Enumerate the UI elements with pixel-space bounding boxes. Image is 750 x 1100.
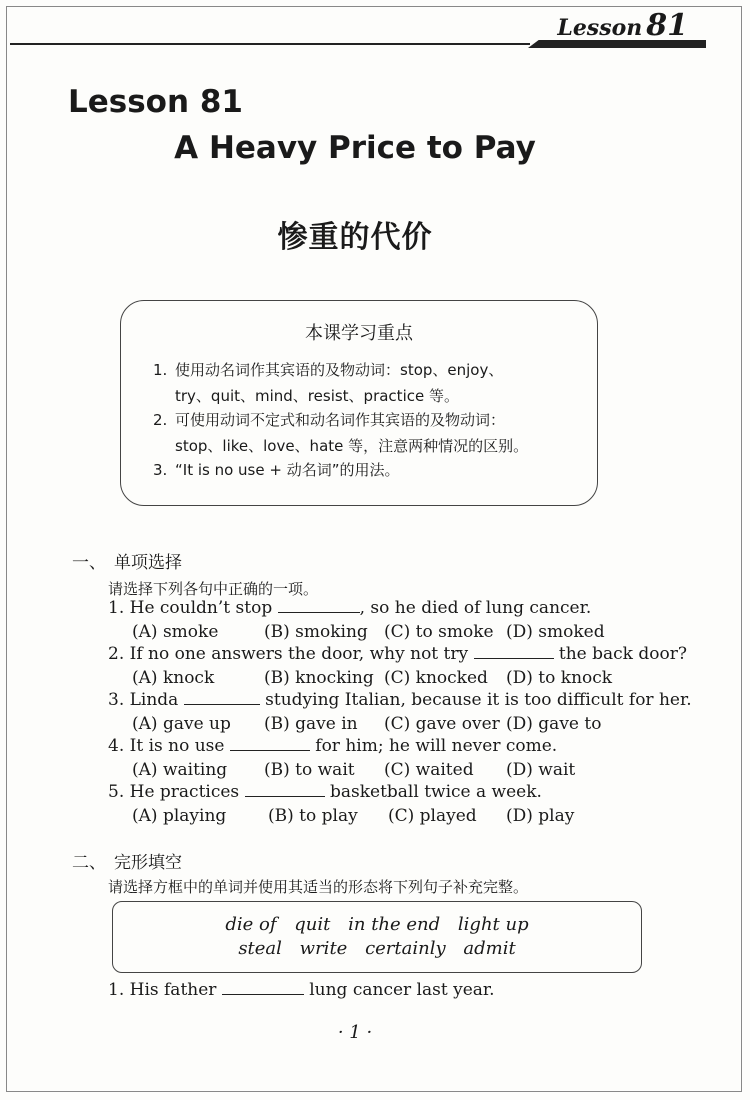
word-bank-item: steal [238, 938, 282, 959]
question-3: 3. Linda studying Italian, because it is too difficult for her. [108, 690, 692, 710]
page-number: · 1 · [337, 1022, 373, 1043]
word-bank-item: quit [294, 914, 331, 935]
focus-item-1: 1. 使用动名词作其宾语的及物动词：stop、enjoy、 try、quit、mind、resist、practice 等。 [153, 361, 504, 405]
answer-blank[interactable] [222, 980, 304, 995]
option-a[interactable]: (A) playing [132, 806, 227, 826]
word-bank-row-1 [113, 914, 641, 935]
word-bank-item: die of [225, 914, 277, 935]
word-bank-box [112, 901, 642, 973]
section-1-heading: 一、 单项选择 [72, 553, 182, 573]
option-d[interactable]: (D) play [506, 806, 575, 826]
lesson-number-title: Lesson 81 [68, 84, 243, 120]
answer-blank[interactable] [230, 736, 310, 751]
answer-blank[interactable] [245, 782, 325, 797]
lesson-title: A Heavy Price to Pay [174, 130, 536, 166]
focus-item-3: 3. “It is no use + 动名词”的用法。 [153, 461, 400, 479]
option-d[interactable]: (D) smoked [506, 622, 605, 642]
option-a[interactable]: (A) smoke [132, 622, 219, 642]
learning-focus-title: 本课学习重点 [305, 323, 413, 344]
word-bank-item: write [299, 938, 348, 959]
option-c[interactable]: (C) knocked [384, 668, 488, 688]
option-c[interactable]: (C) gave over [384, 714, 500, 734]
option-c[interactable]: (C) to smoke [384, 622, 494, 642]
question-5: 5. He practices basketball twice a week. [108, 782, 542, 802]
option-b[interactable]: (B) gave in [264, 714, 358, 734]
option-d[interactable]: (D) gave to [506, 714, 602, 734]
learning-focus-box [120, 300, 598, 506]
option-d[interactable]: (D) wait [506, 760, 576, 780]
section-2-instruction: 请选择方框中的单词并使用其适当的形态将下列句子补充完整。 [108, 878, 529, 896]
option-b[interactable]: (B) knocking [264, 668, 374, 688]
section-1-instruction: 请选择下列各句中正确的一项。 [108, 580, 319, 598]
word-bank-row-2 [113, 938, 641, 959]
option-a[interactable]: (A) waiting [132, 760, 228, 780]
question-2: 2. If no one answers the door, why not try the back door? [108, 644, 687, 664]
option-a[interactable]: (A) gave up [132, 714, 231, 734]
option-c[interactable]: (C) waited [384, 760, 474, 780]
lesson-title-chinese: 惨重的代价 [277, 220, 433, 255]
answer-blank[interactable] [474, 644, 554, 659]
option-b[interactable]: (B) to wait [264, 760, 355, 780]
word-bank-item: in the end [348, 914, 441, 935]
focus-item-2: 2. 可使用动词不定式和动名词作其宾语的及物动词： stop、like、love、hate 等，注意两种情况的区别。 [153, 411, 529, 455]
cloze-question-1: 1. His father lung cancer last year. [108, 980, 495, 1000]
option-d[interactable]: (D) to knock [506, 668, 613, 688]
word-bank-item: admit [463, 938, 516, 959]
option-c[interactable]: (C) played [388, 806, 477, 826]
answer-blank[interactable] [278, 598, 360, 613]
answer-blank[interactable] [184, 690, 260, 705]
word-bank-item: certainly [365, 938, 446, 959]
option-a[interactable]: (A) knock [132, 668, 215, 688]
word-bank-item: light up [457, 914, 529, 935]
question-4: 4. It is no use for him; he will never come. [108, 736, 558, 756]
option-b[interactable]: (B) smoking [264, 622, 368, 642]
option-b[interactable]: (B) to play [268, 806, 358, 826]
section-2-heading: 二、 完形填空 [72, 853, 182, 873]
running-header-number: 81 [646, 8, 688, 43]
running-header [557, 8, 688, 43]
question-1: 1. He couldn’t stop , so he died of lung cancer. [108, 598, 592, 618]
running-header-word: Lesson [557, 15, 643, 41]
